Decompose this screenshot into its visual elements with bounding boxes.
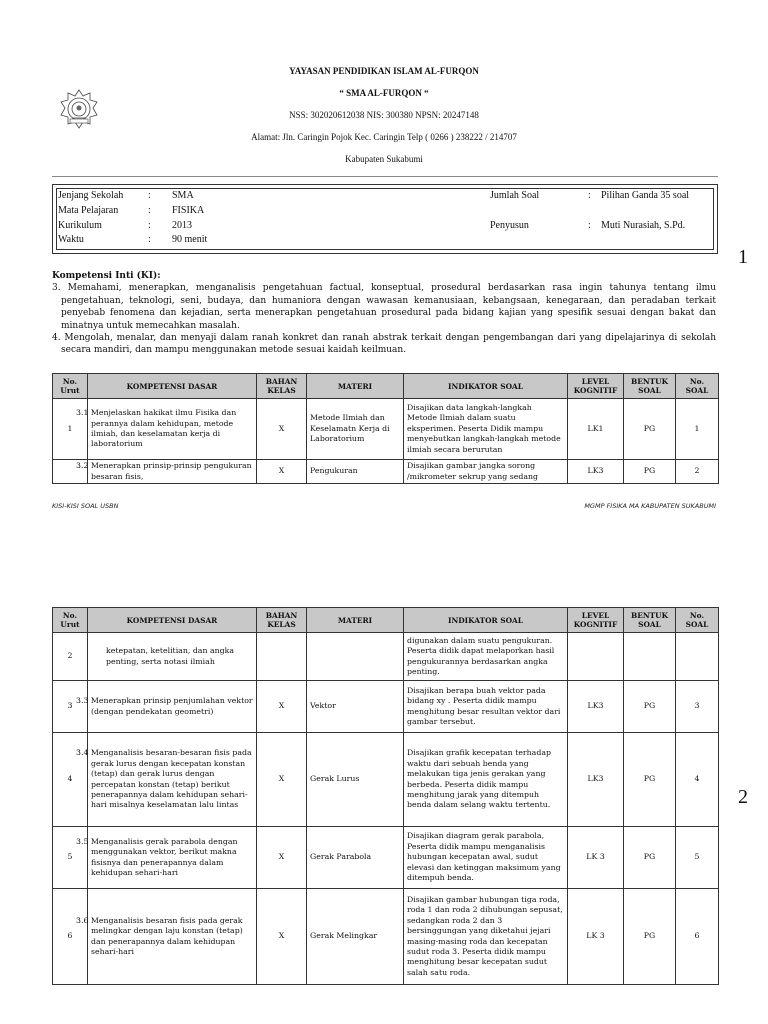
cell-bentuk: PG <box>624 460 676 484</box>
page-gap <box>0 520 768 604</box>
kompetensi-inti <box>52 270 716 357</box>
table-row <box>53 681 719 733</box>
cell-level: LK1 <box>568 399 624 460</box>
cell-bentuk <box>624 633 676 681</box>
cell-kelas: X <box>257 889 307 985</box>
school-logo-icon <box>58 88 100 130</box>
waktu-value: 90 menit <box>172 234 208 245</box>
col-header-nosoal: No. SOAL <box>676 374 719 399</box>
cell-nosoal: 6 <box>676 889 719 985</box>
kisi-table-page2 <box>52 607 719 985</box>
school-district: Kabupaten Sukabumi <box>345 154 423 164</box>
cell-kelas <box>257 633 307 681</box>
cell-indikator: Disajikan gambar hubungan tiga roda, roda 1 dan roda 2 dihubungan sepusat, sedangkan roda 2 dan 3 bersinggungan yang diketahui jejari masing-masing roda dan kecepatan sudut roda 3. Peserta didik mampu menghitung besar kecepatan sudut salah satu roda. <box>404 889 568 985</box>
kurikulum-value: 2013 <box>172 220 192 231</box>
colon: : <box>588 220 591 231</box>
cell-no: 5 <box>53 827 88 889</box>
cell-level: LK 3 <box>568 827 624 889</box>
cell-kd: 3.4 Menganalisis besaran-besaran fisis pada gerak lurus dengan kecepatan konstan (tetap) dan gerak lurus dengan percepatan konstan (tetap) berikut penerapannya dalam kehidupan sehari-hari misalnya keselamatan lalu lintas <box>88 733 257 827</box>
ki-title: Kompetensi Inti (KI): <box>52 271 161 281</box>
mapel-value: FISIKA <box>172 205 205 216</box>
cell-nosoal <box>676 633 719 681</box>
cell-materi: Vektor <box>307 681 404 733</box>
footer-left: KISI-KISI SOAL USBN <box>52 502 119 510</box>
col-header-kelas: BAHAN KELAS <box>257 374 307 399</box>
cell-nosoal: 3 <box>676 681 719 733</box>
cell-bentuk: PG <box>624 399 676 460</box>
cell-kd: 3.2 Menerapkan prinsip-prinsip pengukuran besaran fisis, <box>88 460 257 484</box>
colon: : <box>148 205 151 216</box>
colon: : <box>588 190 591 201</box>
cell-kelas: X <box>257 733 307 827</box>
cell-materi: Gerak Parabola <box>307 827 404 889</box>
header-divider <box>52 176 718 177</box>
kisi-table-page1 <box>52 373 719 484</box>
penyusun-value: Muti Nurasiah, S.Pd. <box>601 220 686 231</box>
table-row <box>53 733 719 827</box>
cell-no: 2 <box>53 633 88 681</box>
col-header-no: No. Urut <box>53 608 88 633</box>
ki-item-4: 4. Mengolah, menalar, dan menyaji dalam ranah konkret dan ranah abstrak terkait dengan pengembangan dari yang dipelajarinya di sekolah secara mandiri, dan mampu menggunakan metode sesuai kaidah keilmuan. <box>52 333 716 356</box>
page-2 <box>0 604 768 1024</box>
cell-nosoal: 5 <box>676 827 719 889</box>
table-row <box>53 399 719 460</box>
col-header-kd: KOMPETENSI DASAR <box>88 374 257 399</box>
cell-materi: Gerak Lurus <box>307 733 404 827</box>
table-row <box>53 889 719 985</box>
cell-indikator: digunakan dalam suatu pengukuran. Peserta didik dapat melaporkan hasil pengukurannya berdasarkan angka penting. <box>404 633 568 681</box>
cell-indikator: Disajikan data langkah-langkah Metode Ilmiah dalam suatu eksperimen. Peserta Didik mampu menyebutkan langkah-langkah metode ilmiah secara berurutan <box>404 399 568 460</box>
col-header-materi: MATERI <box>307 374 404 399</box>
col-header-bentuk: BENTUK SOAL <box>624 374 676 399</box>
cell-level: LK3 <box>568 733 624 827</box>
cell-kelas: X <box>257 460 307 484</box>
table-header-row <box>53 374 719 399</box>
cell-level <box>568 633 624 681</box>
cell-kd: ketepatan, ketelitian, dan angka penting, serta notasi ilmiah <box>88 633 257 681</box>
cell-kd: 3.5 Menganalisis gerak parabola dengan menggunakan vektor, berikut makna fisisnya dan penerapannya dalam kehidupan sehari-hari <box>88 827 257 889</box>
footer-right: MGMP FISIKA MA KABUPATEN SUKABUMI <box>584 502 716 510</box>
jenjang-label: Jenjang Sekolah <box>58 190 124 201</box>
col-header-no: No. Urut <box>53 374 88 399</box>
cell-indikator: Disajikan grafik kecepatan terhadap waktu dari sebuah benda yang melakukan tiga jenis gerakan yang berbeda. Peserta didik mampu menghitung jarak yang ditempuh benda dalam selang waktu tertentu. <box>404 733 568 827</box>
cell-level: LK3 <box>568 460 624 484</box>
cell-no: 1 <box>53 399 88 460</box>
cell-level: LK 3 <box>568 889 624 985</box>
mapel-label: Mata Pelajaran <box>58 205 119 216</box>
page-number-2: 2 <box>738 786 748 808</box>
cell-materi: Gerak Melingkar <box>307 889 404 985</box>
cell-kelas: X <box>257 399 307 460</box>
cell-no: 4 <box>53 733 88 827</box>
col-header-kd: KOMPETENSI DASAR <box>88 608 257 633</box>
cell-kd: 3.1 Menjelaskan hakikat ilmu Fisika dan perannya dalam kehidupan, metode ilmiah, dan keselamatan kerja di laboratorium <box>88 399 257 460</box>
kurikulum-label: Kurikulum <box>58 220 102 231</box>
school-address: Alamat: Jln. Caringin Pojok Kec. Caringin Telp ( 0266 ) 238222 / 214707 <box>251 132 517 142</box>
col-header-nosoal: No. SOAL <box>676 608 719 633</box>
table-header-row <box>53 608 719 633</box>
jumlah-soal-value: Pilihan Ganda 35 soal <box>601 190 690 201</box>
cell-materi: Pengukuran <box>307 460 404 484</box>
penyusun-label: Penyusun <box>490 220 529 231</box>
cell-no: 3 <box>53 681 88 733</box>
cell-indikator: Disajikan gambar jangka sorong /mikrometer sekrup yang sedang <box>404 460 568 484</box>
cell-kd: 3.6 Menganalisis besaran fisis pada gerak melingkar dengan laju konstan (tetap) dan penerapannya dalam kehidupan sehari-hari <box>88 889 257 985</box>
cell-level: LK3 <box>568 681 624 733</box>
col-header-materi: MATERI <box>307 608 404 633</box>
school-name: “ SMA AL-FURQON “ <box>339 88 429 98</box>
colon: : <box>148 234 151 245</box>
waktu-label: Waktu <box>58 234 84 245</box>
cell-bentuk: PG <box>624 889 676 985</box>
col-header-level: LEVEL KOGNITIF <box>568 374 624 399</box>
cell-materi: Metode Ilmiah dan Keselamatn Kerja di Laboratorium <box>307 399 404 460</box>
foundation-name: YAYASAN PENDIDIKAN ISLAM AL-FURQON <box>289 66 479 76</box>
school-ids: NSS: 302020612038 NIS: 300380 NPSN: 20247148 <box>289 110 479 120</box>
col-header-indikator: INDIKATOR SOAL <box>404 374 568 399</box>
jenjang-value: SMA <box>172 190 194 201</box>
cell-indikator: Disajikan berapa buah vektor pada bidang xy . Peserta didik mampu menghitung besar resultan vektor dari gambar tersebut. <box>404 681 568 733</box>
colon: : <box>148 190 151 201</box>
ki-item-3: 3. Memahami, menerapkan, menganalisis pengetahuan factual, konseptual, prosedural berdasarkan rasa ingin tahunya tentang ilmu pengetahuan, teknologi, seni, budaya, dan humaniora dengan wawasan kemanusiaan, kebangsaan, kenegaraan, dan peradaban terkait penyebab fenomena dan kejadian, serta menerapkan pengetahuan prosedural pada bidang kajian yang spesifik sesuai dengan bakat dan minatnya untuk memecahkan masalah. <box>52 283 716 331</box>
cell-kd: 3.3 Menerapkan prinsip penjumlahan vektor (dengan pendekatan geometri) <box>88 681 257 733</box>
page-number-1: 1 <box>738 246 748 268</box>
table-row <box>53 633 719 681</box>
cell-bentuk: PG <box>624 733 676 827</box>
table-row <box>53 827 719 889</box>
cell-nosoal: 2 <box>676 460 719 484</box>
cell-nosoal: 4 <box>676 733 719 827</box>
jumlah-soal-label: Jumlah Soal <box>490 190 540 201</box>
col-header-bentuk: BENTUK SOAL <box>624 608 676 633</box>
cell-nosoal: 1 <box>676 399 719 460</box>
cell-no: 6 <box>53 889 88 985</box>
cell-bentuk: PG <box>624 827 676 889</box>
col-header-indikator: INDIKATOR SOAL <box>404 608 568 633</box>
cell-kelas: X <box>257 827 307 889</box>
cell-bentuk: PG <box>624 681 676 733</box>
cell-indikator: Disajikan diagram gerak parabola, Peserta didik mampu menganalisis hubungan kecepatan awal, sudut elevasi dan ketinggan maksimum yang ditempuh benda. <box>404 827 568 889</box>
cell-materi <box>307 633 404 681</box>
table-row <box>53 460 719 484</box>
cell-kelas: X <box>257 681 307 733</box>
col-header-level: LEVEL KOGNITIF <box>568 608 624 633</box>
col-header-kelas: BAHAN KELAS <box>257 608 307 633</box>
colon: : <box>148 220 151 231</box>
